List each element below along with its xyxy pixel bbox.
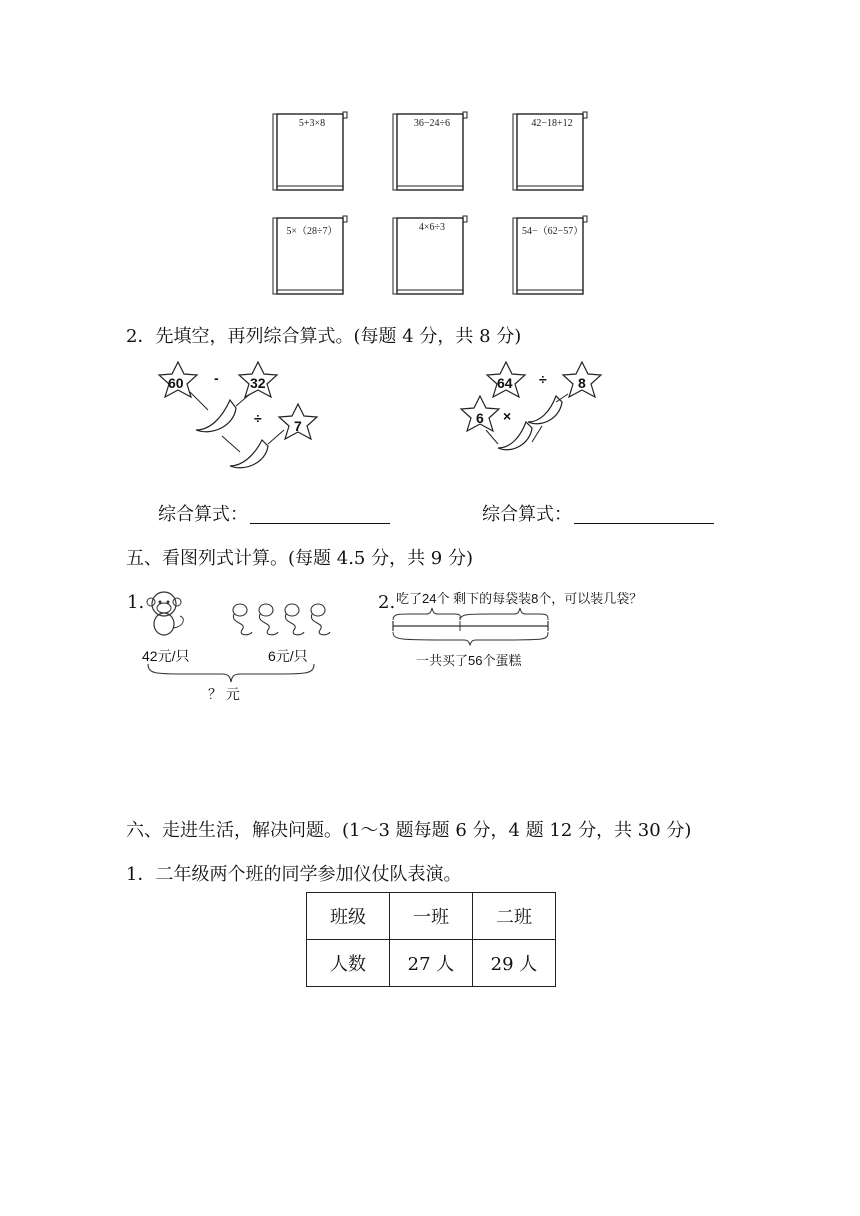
table-header-cell: 一班 xyxy=(390,893,473,940)
table-header-cell: 二班 xyxy=(473,893,556,940)
scroll-card xyxy=(392,214,468,298)
segment-diagram xyxy=(390,606,552,646)
segment-total-label: 一共买了56个蛋糕 xyxy=(416,653,522,668)
monkey-icon xyxy=(140,588,188,638)
section-5-heading: 五、看图列式计算。(每题 4.5 分，共 9 分) xyxy=(126,548,474,569)
scroll-card xyxy=(512,110,588,194)
scroll-card xyxy=(512,214,588,298)
expression: 36−24÷6 xyxy=(413,118,451,129)
problem-caption: 吃了24个 剩下的每袋装8个，可以装几袋？ xyxy=(396,591,643,606)
moon-icon xyxy=(498,422,532,450)
class-count-table xyxy=(306,892,556,987)
answer-blank[interactable] xyxy=(250,505,390,524)
total-brace xyxy=(146,662,316,684)
scroll-card xyxy=(392,110,468,194)
scroll-card xyxy=(272,214,348,298)
star-value: 64 xyxy=(497,375,513,391)
table-cell: 人数 xyxy=(307,940,390,987)
star-moon-diagram-left xyxy=(150,356,330,476)
star-value: 8 xyxy=(578,375,586,391)
question-2-heading: 2．先填空，再列综合算式。(每题 4 分，共 8 分) xyxy=(126,326,522,347)
section-6-heading: 六、走进生活，解决问题。(1～3 题每题 6 分，4 题 12 分，共 30 分) xyxy=(126,820,692,841)
expression: 5+3×8 xyxy=(298,118,326,129)
star-value: 32 xyxy=(250,375,266,391)
formula-label: 综合算式： xyxy=(158,504,248,525)
expression: 4×6÷3 xyxy=(418,222,446,233)
formula-label: 综合算式： xyxy=(482,504,572,525)
price-monkey: 42元/只 xyxy=(142,648,190,664)
operator: - xyxy=(214,370,219,386)
price-snake: 6元/只 xyxy=(268,648,308,664)
snake-icons xyxy=(228,602,338,638)
star-value: 6 xyxy=(476,410,484,426)
question-6-1: 1．二年级两个班的同学参加仪仗队表演。 xyxy=(126,864,462,885)
operator: ÷ xyxy=(539,371,547,387)
problem-number: 1. xyxy=(127,592,145,613)
answer-blank[interactable] xyxy=(574,505,714,524)
star-value: 60 xyxy=(168,375,184,391)
moon-icon xyxy=(230,440,268,468)
problem-number: 2. xyxy=(378,592,396,613)
table-cell: 27 人 xyxy=(390,940,473,987)
expression: 54−（62−57） xyxy=(522,226,584,237)
table-row xyxy=(307,940,556,987)
table-row xyxy=(307,893,556,940)
scroll-card xyxy=(272,110,348,194)
expression: 5×（28÷7） xyxy=(286,226,338,237)
operator: ÷ xyxy=(254,410,262,426)
formula-line-left xyxy=(158,500,390,526)
expression: 42−18+12 xyxy=(531,118,573,129)
moon-icon xyxy=(196,400,236,432)
star-value: 7 xyxy=(294,418,302,434)
formula-line-right xyxy=(482,500,714,526)
operator: × xyxy=(503,408,512,424)
table-cell: 29 人 xyxy=(473,940,556,987)
table-header-cell: 班级 xyxy=(307,893,390,940)
moon-icon xyxy=(528,396,562,424)
total-price: ？ 元 xyxy=(208,686,240,702)
